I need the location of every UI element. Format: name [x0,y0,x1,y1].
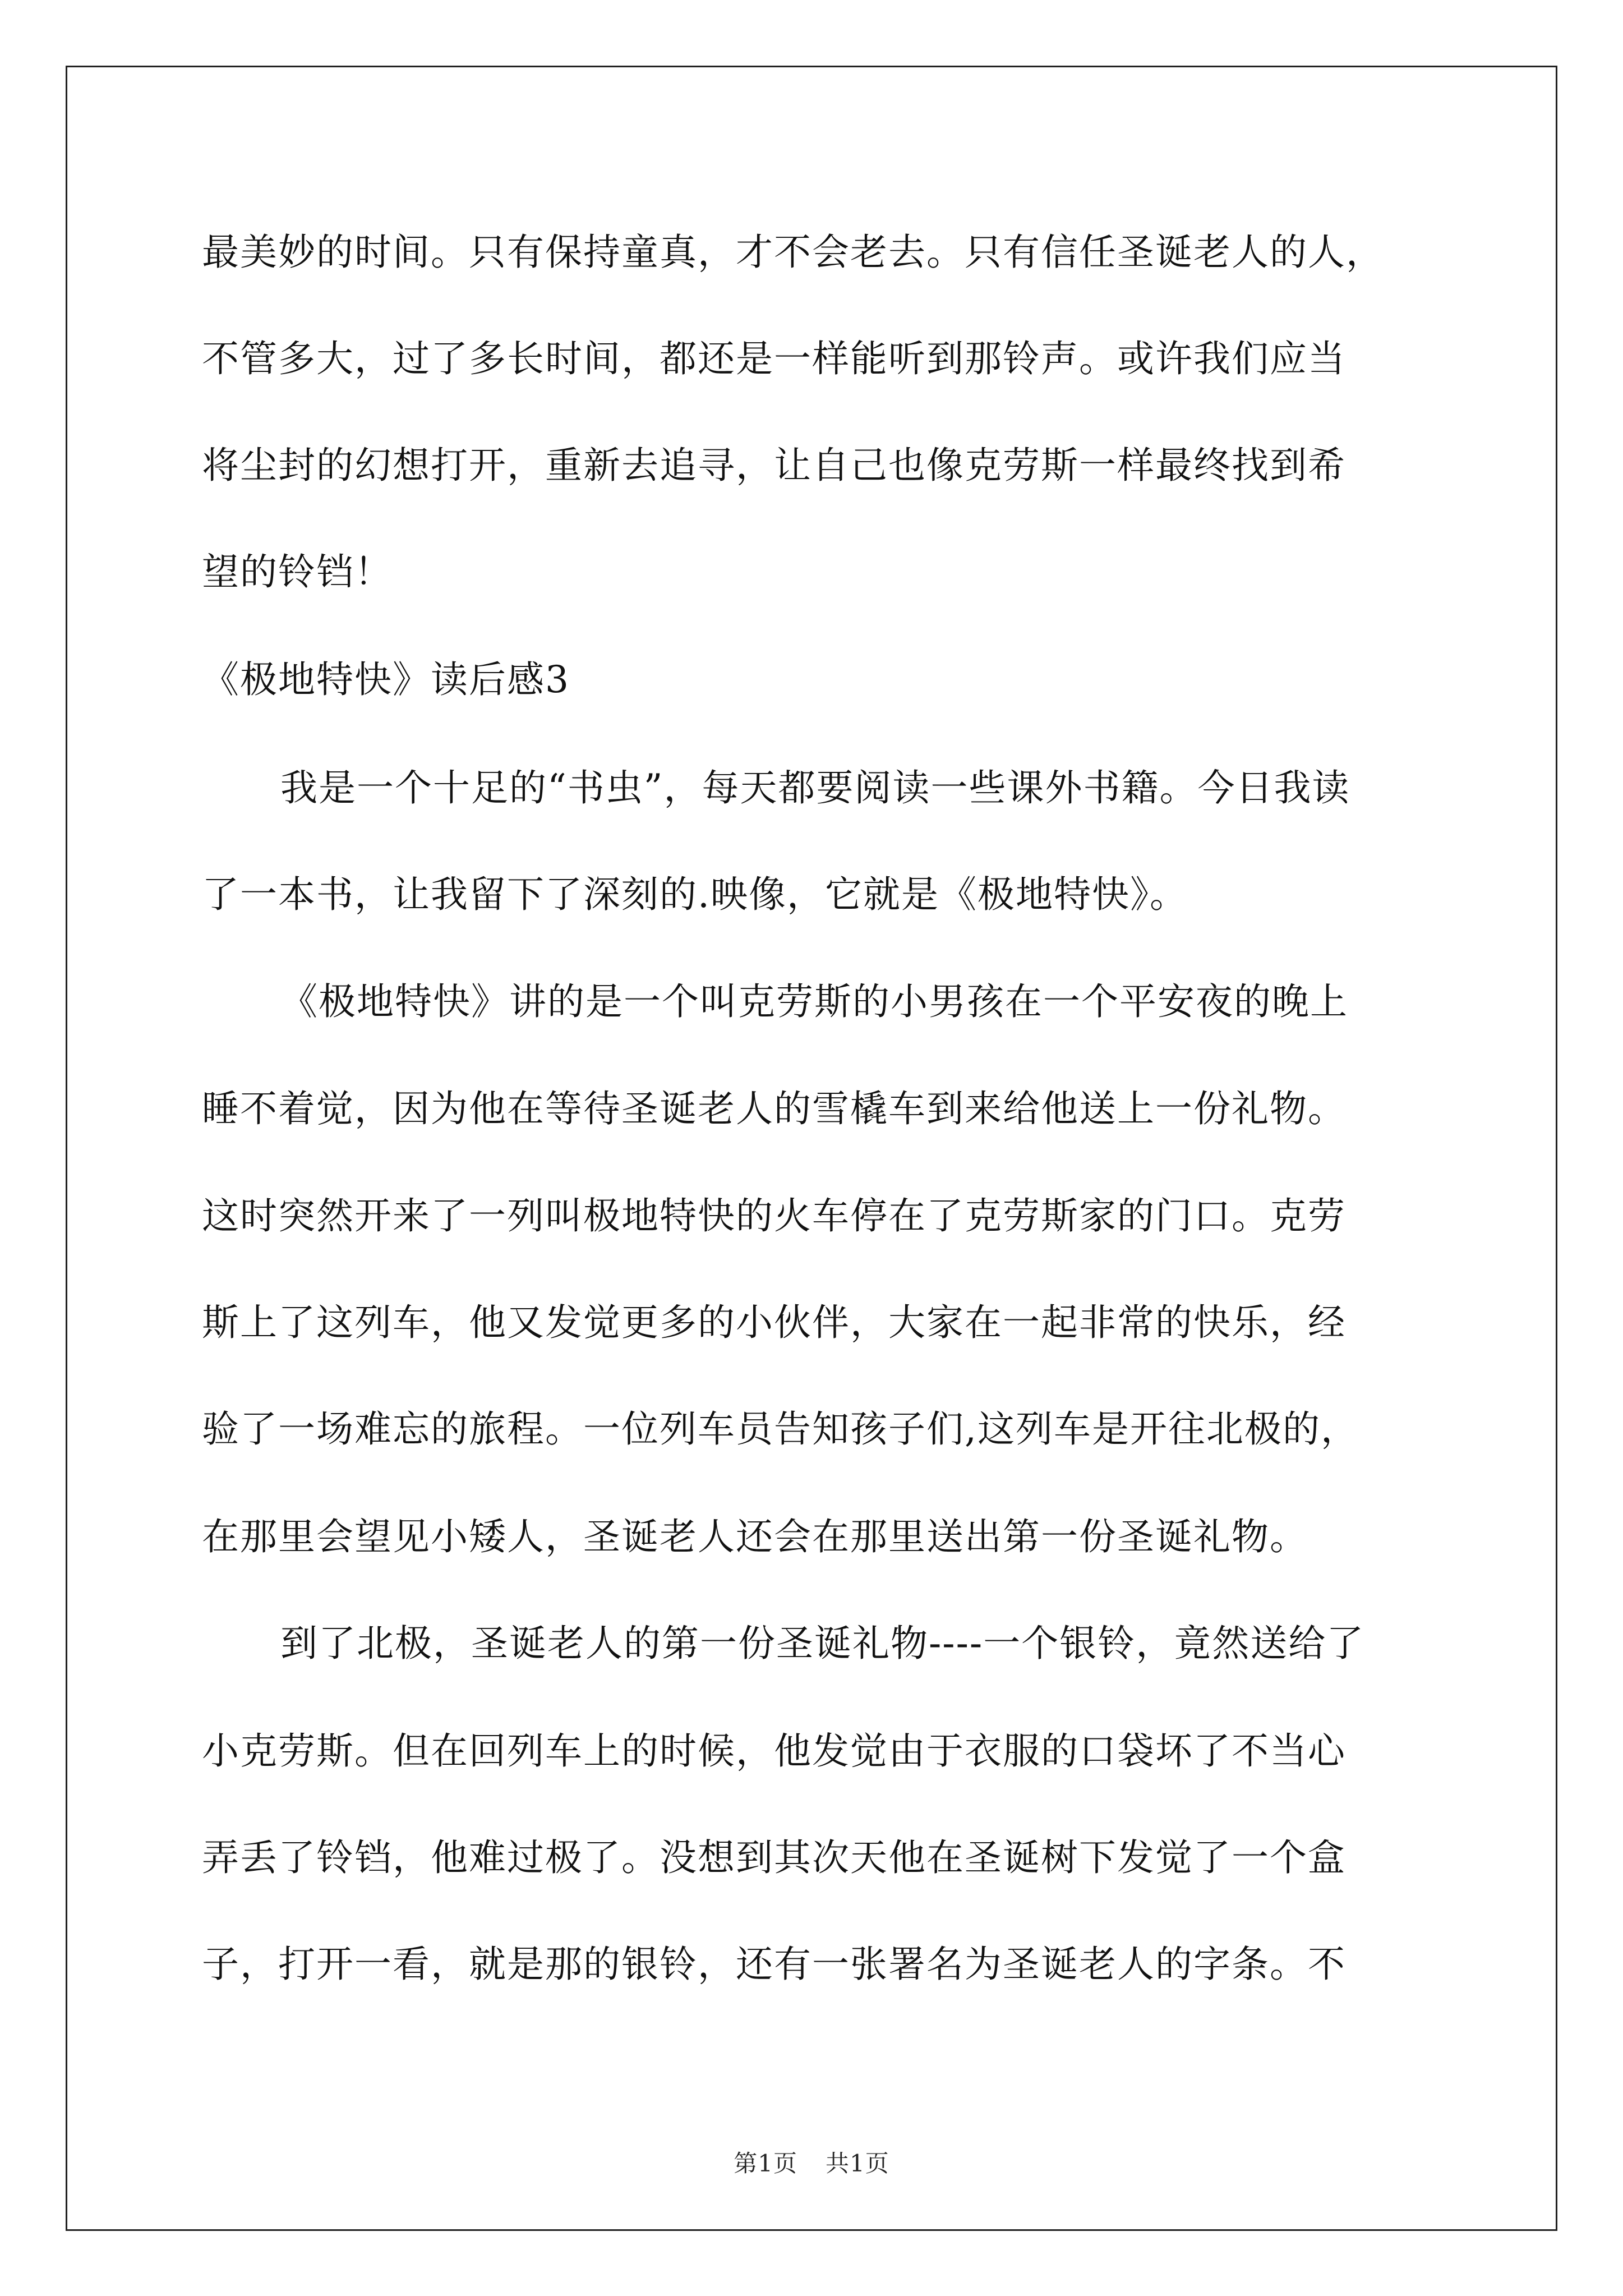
paragraph-line: 验了一场难忘的旅程。一位列车员告知孩子们,这列车是开往北极的， [202,1407,1359,1451]
paragraph-line: 最美妙的时间。只有保持童真，才不会老去。只有信任圣诞老人的人， [202,231,1384,274]
paragraph-line: 了一本书，让我留下了深刻的.映像，它就是《极地特快》。 [202,873,1188,916]
paragraph-line: 将尘封的幻想打开，重新去追寻，让自己也像克劳斯一样最终找到希 [202,444,1346,487]
paragraph-line: 到了北极，圣诞老人的第一份圣诞礼物----一个银铃，竟然送给了 [280,1622,1365,1665]
paragraph-line: 这时突然开来了一列叫极地特快的火车停在了克劳斯家的门口。克劳 [202,1194,1346,1237]
section-heading: 《极地特快》读后感3 [202,658,570,701]
paragraph-line: 弄丢了铃铛，他难过极了。没想到其次天他在圣诞树下发觉了一个盒 [202,1836,1346,1879]
paragraph-line: 《极地特快》讲的是一个叫克劳斯的小男孩在一个平安夜的晚上 [280,980,1348,1023]
paragraph-line: 子，打开一看，就是那的银铃，还有一张署名为圣诞老人的字条。不 [202,1943,1346,1986]
paragraph-line: 我是一个十足的“书虫”，每天都要阅读一些课外书籍。今日我读 [280,766,1350,809]
page-number: 第1页 [734,2150,797,2177]
paragraph-line: 斯上了这列车，他又发觉更多的小伙伴，大家在一起非常的快乐，经 [202,1301,1346,1344]
page-total: 共1页 [826,2150,889,2177]
page-border [66,66,1557,2231]
paragraph-line: 睡不着觉，因为他在等待圣诞老人的雪橇车到来给他送上一份礼物。 [202,1087,1346,1130]
paragraph-line: 小克劳斯。但在回列车上的时候，他发觉由于衣服的口袋坏了不当心 [202,1729,1346,1773]
paragraph-line: 不管多大，过了多长时间，都还是一样能听到那铃声。或许我们应当 [202,337,1346,380]
page-footer [0,2150,1623,2178]
paragraph-line: 望的铃铛！ [202,550,393,593]
paragraph-line: 在那里会望见小矮人，圣诞老人还会在那里送出第一份圣诞礼物。 [202,1515,1308,1558]
